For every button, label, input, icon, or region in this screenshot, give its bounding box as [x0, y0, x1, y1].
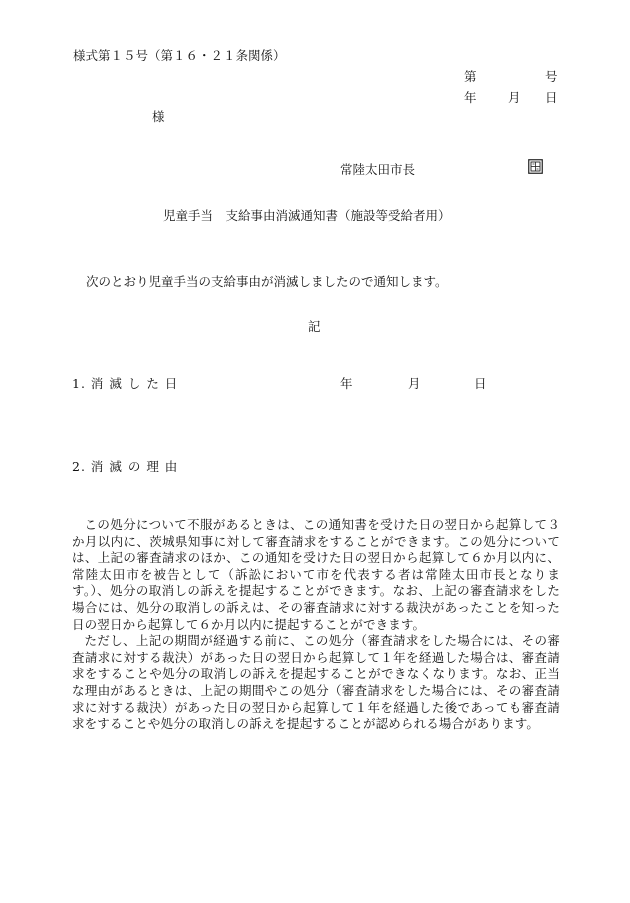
intro-text: 次のとおり児童手当の支給事由が消滅しましたので通知します。	[86, 274, 448, 289]
issue-date-month: 月	[508, 90, 521, 105]
addressee-honorific: 様	[152, 109, 165, 124]
extinction-date-day: 日	[474, 376, 487, 391]
issue-date-day: 日	[545, 90, 558, 105]
appeal-notice	[72, 517, 560, 733]
form-number: 様式第１５号（第１６・２１条関係）	[73, 48, 286, 63]
ki-heading: 記	[308, 319, 321, 334]
seal-stamp-icon	[528, 159, 543, 174]
extinction-date-month: 月	[408, 376, 421, 391]
extinction-date-year: 年	[340, 376, 353, 391]
appeal-notice-paragraph-2: ただし、上記の期間が経過する前に、この処分（審査請求をした場合には、その審査請求に対する裁決）があった日の翌日から起算して１年を経過した場合は、審査請求をすることや処分の取消しの訴えを提起することができなくなります。なお、正当な理由があるときは、上記の期間やこの処分（審査請求をした場合には、その審査請求に対する裁決）があった日の翌日から起算して１年を経過した後であっても審査請求をすることや処分の取消しの訴えを提起することが認められる場合があります。	[72, 633, 560, 732]
issue-date-year: 年	[464, 90, 477, 105]
issuer-name: 常陸太田市長	[340, 162, 416, 177]
appeal-notice-paragraph-1: この処分について不服があるときは、この通知書を受けた日の翌日から起算して３か月以内に、茨城県知事に対して審査請求をすることができます。この処分については、上記の審査請求のほか、この通知を受けた日の翌日から起算して６か月以内に、常陸太田市を被告として（訴訟において市を代表する者は常陸太田市長となります。）、処分の取消しの訴えを提起することができます。なお、上記の審査請求をした場合には、処分の取消しの訴えは、その審査請求に対する裁決があったことを知った日の翌日から起算して６か月以内に提起することができます。	[72, 517, 560, 632]
document-number-suffix: 号	[545, 69, 558, 84]
item-extinction-date-label: 1. 消 滅 し た 日	[72, 376, 179, 391]
document-number-prefix: 第	[464, 69, 477, 84]
item-extinction-reason-label: 2. 消 滅 の 理 由	[72, 459, 179, 474]
document-title: 児童手当 支給事由消滅通知書（施設等受給者用）	[163, 208, 451, 223]
